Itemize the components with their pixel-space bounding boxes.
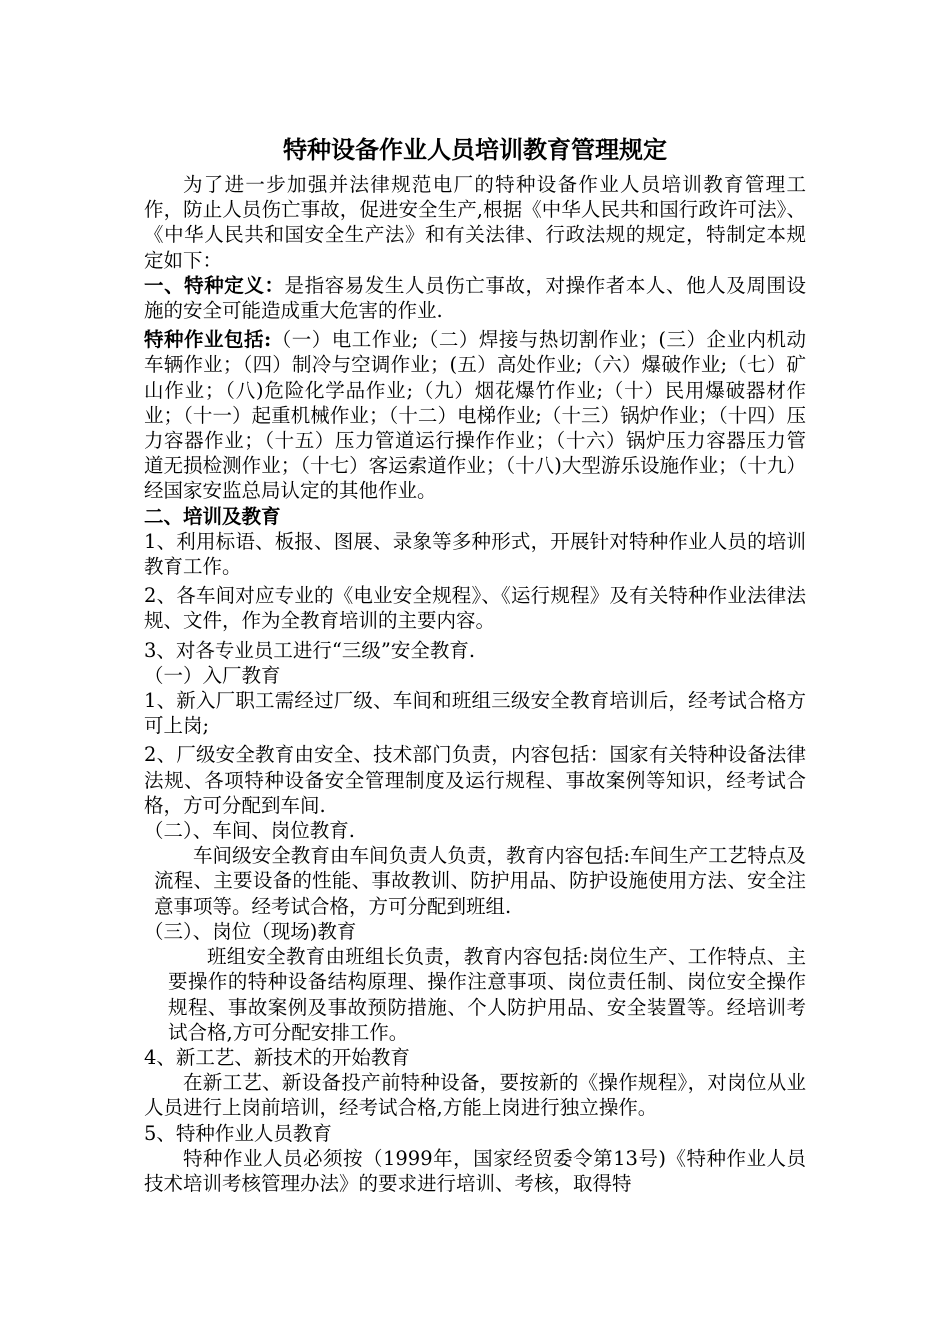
item-3-2-text: 车间级安全教育由车间负责人负责，教育内容包括:车间生产工艺特点及流程、主要设备的性能、事故教训、防护用品、防护设施使用方法、安全注意事项等。经考试合格，方可分配到班组. (154, 844, 806, 918)
special-work-list-text: （一）电工作业;（二）焊接与热切割作业；(三）企业内机动车辆作业；（四）制冷与空调作业；(五）高处作业;（六）爆破作业;（七）矿山作业；（八)危险化学品作业;（九）烟花爆竹作业;（十）民用爆破器材作业；（十一）起重机械作业；（十二）电梯作业;（十三）锅炉作业；（十四）压力容器作业；（十五）压力管道运行操作作业；（十六）锅炉压力容器压力管道无损检测作业；（十七）客运索道作业；（十八)大型游乐设施作业；（十九）经国家安监总局认定的其他作业。 (144, 328, 806, 503)
item-3-1-b: 2、厂级安全教育由安全、技术部门负责，内容包括：国家有关特种设备法律法规、各项特种设备安全管理制度及运行规程、事故案例等知识，经考试合格，方可分配到车间. (144, 743, 806, 817)
section-1-text: 是指容易发生人员伤亡事故，对操作者本人、他人及周围设施的安全可能造成重大危害的作业. (144, 273, 806, 323)
item-3: 3、对各专业员工进行“三级”安全教育. (144, 638, 476, 662)
item-5-text: 特种作业人员必须按（1999年，国家经贸委令第13号)《特种作业人员技术培训考核管理办法》的要求进行培训、考核，取得特 (144, 1146, 806, 1195)
item-3-1-a: 1、新入厂职工需经过厂级、车间和班组三级安全教育培训后，经考试合格方可上岗; (144, 689, 806, 738)
document-page (144, 132, 806, 1196)
intro-paragraph: 为了进一步加强并法律规范电厂的特种设备作业人员培训教育管理工作，防止人员伤亡事故，促进安全生产,根据《中华人民共和国行政许可法》、《中华人民共和国安全生产法》和有关法律、行政法规的规定，特制定本规定如下： (144, 173, 806, 272)
item-3-3-heading: （三）、岗位（现场)教育 (144, 919, 357, 943)
special-work-list-heading: 特种作业包括: (144, 328, 272, 352)
item-5-heading: 5、特种作业人员教育 (144, 1121, 332, 1145)
section-1-paragraph (144, 273, 806, 323)
section-2-heading (144, 504, 806, 529)
special-work-list-paragraph (144, 327, 806, 503)
item-3-1-heading: （一）入厂教育 (144, 663, 281, 687)
item-4-text: 在新工艺、新设备投产前特种设备，要按新的《操作规程》，对岗位从业人员进行上岗前培训，经考试合格,方能上岗进行独立操作。 (144, 1071, 806, 1120)
item-2: 2、各车间对应专业的《电业安全规程》、《运行规程》及有关特种作业法律法规、文件，作为全教育培训的主要内容。 (144, 584, 806, 633)
section-1-heading: 一、特种定义： (144, 273, 285, 297)
item-3-2-heading: （二）、车间、岗位教育. (144, 819, 355, 843)
section-2-heading-text: 二、培训及教育 (144, 504, 281, 528)
item-1: 1、利用标语、板报、图展、录象等多种形式，开展针对特种作业人员的培训教育工作。 (144, 529, 806, 579)
document-title: 特种设备作业人员培训教育管理规定 (283, 135, 667, 164)
item-3-3-text: 班组安全教育由班组长负责，教育内容包括:岗位生产、工作特点、主要操作的特种设备结构原理、操作注意事项、岗位责任制、岗位安全操作规程、事故案例及事故预防措施、个人防护用品、安全装置等。经培训考试合格,方可分配安排工作。 (168, 945, 806, 1044)
item-4-heading: 4、新工艺、新技术的开始教育 (144, 1045, 410, 1069)
